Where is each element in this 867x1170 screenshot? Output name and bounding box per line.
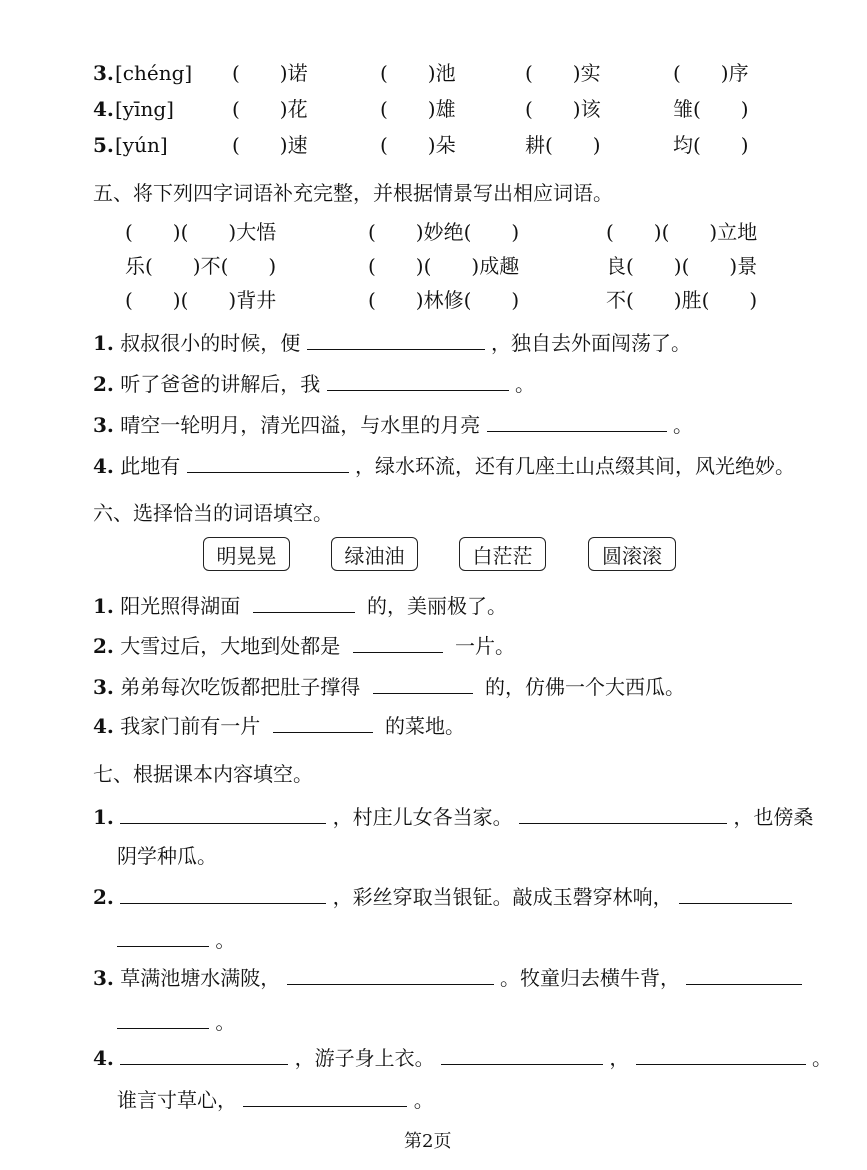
blank-item[interactable]: ( )朵 bbox=[380, 133, 456, 157]
item-number: 3. bbox=[93, 966, 114, 990]
poem-text: 。 bbox=[413, 1088, 434, 1112]
answer-blank[interactable] bbox=[287, 966, 494, 985]
idiom-blank[interactable]: 乐( )不( ) bbox=[125, 254, 277, 278]
sentence-text: 听了爸爸的讲解后，我 bbox=[120, 372, 321, 396]
fill-sentence bbox=[93, 454, 795, 476]
idiom-blank[interactable]: 不( )胜( ) bbox=[606, 288, 758, 312]
poem-text: ，彩丝穿取当银钲。敲成玉磬穿林响， bbox=[332, 885, 673, 909]
blank-item[interactable]: ( )速 bbox=[232, 133, 308, 157]
sentence-text: 一片。 bbox=[454, 634, 515, 658]
section-6-title: 六、选择恰当的词语填空。 bbox=[93, 501, 333, 525]
poem-fill-line bbox=[93, 1046, 832, 1068]
poem-text: ，游子身上衣。 bbox=[294, 1046, 435, 1070]
answer-blank[interactable] bbox=[120, 885, 326, 904]
page-number: 第2页 bbox=[404, 1131, 452, 1152]
sentence-text: 晴空一轮明月，清光四溢，与水里的月亮 bbox=[120, 413, 481, 437]
fill-sentence bbox=[93, 372, 535, 394]
answer-blank[interactable] bbox=[353, 634, 443, 653]
blank-item[interactable]: 雏( ) bbox=[673, 97, 749, 121]
fill-sentence bbox=[93, 594, 507, 616]
blank-item[interactable]: ( )雄 bbox=[380, 97, 456, 121]
fill-sentence bbox=[93, 413, 693, 435]
idiom-blank[interactable]: ( )妙绝( ) bbox=[368, 220, 520, 244]
idiom-blank[interactable]: ( )( )大悟 bbox=[125, 220, 277, 244]
answer-blank[interactable] bbox=[117, 928, 209, 947]
poem-fill-line bbox=[93, 805, 813, 827]
fill-sentence bbox=[93, 714, 465, 736]
word-choice-box[interactable]: 绿油油 bbox=[331, 537, 418, 571]
sentence-text: 。 bbox=[672, 413, 693, 437]
section-7-title: 七、根据课本内容填空。 bbox=[93, 762, 313, 786]
sentence-text: 阳光照得湖面 bbox=[120, 594, 241, 618]
fill-sentence bbox=[93, 634, 515, 656]
poem-text: 阴学种瓜。 bbox=[117, 844, 217, 868]
blank-item[interactable]: 耕( ) bbox=[525, 133, 601, 157]
poem-text: 。牧童归去横牛背， bbox=[499, 966, 680, 990]
item-number: 3. bbox=[93, 61, 114, 85]
sentence-text: 弟弟每次吃饭都把肚子撑得 bbox=[120, 675, 361, 699]
answer-blank[interactable] bbox=[120, 805, 326, 824]
idiom-blank[interactable]: ( )( )背井 bbox=[125, 288, 277, 312]
answer-blank[interactable] bbox=[441, 1046, 603, 1065]
sentence-text: 的菜地。 bbox=[384, 714, 465, 738]
item-number: 4. bbox=[93, 1046, 114, 1070]
poem-fill-line bbox=[93, 966, 802, 988]
idiom-blank[interactable]: 良( )( )景 bbox=[606, 254, 758, 278]
answer-blank[interactable] bbox=[679, 885, 792, 904]
answer-blank[interactable] bbox=[487, 413, 667, 432]
pinyin-label: [yún] bbox=[115, 133, 168, 157]
sentence-text: 此地有 bbox=[120, 454, 181, 478]
item-number: 1. bbox=[93, 594, 114, 618]
item-number: 2. bbox=[93, 372, 114, 396]
item-number: 1. bbox=[93, 805, 114, 829]
poem-text: 草满池塘水满陂， bbox=[120, 966, 281, 990]
poem-text: 。 bbox=[215, 928, 236, 952]
answer-blank[interactable] bbox=[519, 805, 727, 824]
poem-text: 。 bbox=[812, 1046, 833, 1070]
answer-blank[interactable] bbox=[327, 372, 509, 391]
sentence-text: ，绿水环流，还有几座土山点缀其间，风光绝妙。 bbox=[354, 454, 795, 478]
item-number: 1. bbox=[93, 331, 114, 355]
blank-item[interactable]: 均( ) bbox=[673, 133, 749, 157]
blank-item[interactable]: ( )诺 bbox=[232, 61, 308, 85]
answer-blank[interactable] bbox=[120, 1046, 288, 1065]
poem-text: ，也傍桑 bbox=[733, 805, 814, 829]
sentence-text: 的，美丽极了。 bbox=[366, 594, 507, 618]
poem-text: 谁言寸草心， bbox=[117, 1088, 237, 1112]
sentence-text: 。 bbox=[514, 372, 535, 396]
blank-item[interactable]: ( )该 bbox=[525, 97, 601, 121]
answer-blank[interactable] bbox=[117, 1010, 209, 1029]
poem-fill-line bbox=[117, 1010, 235, 1032]
answer-blank[interactable] bbox=[686, 966, 802, 985]
blank-item[interactable]: ( )花 bbox=[232, 97, 308, 121]
idiom-blank[interactable]: ( )( )成趣 bbox=[368, 254, 520, 278]
section-5-title: 五、将下列四字词语补充完整，并根据情景写出相应词语。 bbox=[93, 181, 613, 205]
item-number: 2. bbox=[93, 634, 114, 658]
item-number: 4. bbox=[93, 97, 114, 121]
answer-blank[interactable] bbox=[187, 454, 349, 473]
blank-item[interactable]: ( )实 bbox=[525, 61, 601, 85]
pinyin-label: [chéng] bbox=[115, 61, 193, 85]
poem-text: ， bbox=[609, 1046, 630, 1070]
item-number: 2. bbox=[93, 885, 114, 909]
poem-fill-line bbox=[117, 928, 235, 950]
answer-blank[interactable] bbox=[243, 1088, 407, 1107]
fill-sentence bbox=[93, 675, 685, 697]
word-choice-box[interactable]: 圆滚滚 bbox=[588, 537, 676, 571]
word-choice-box[interactable]: 白茫茫 bbox=[459, 537, 546, 571]
blank-item[interactable]: ( )序 bbox=[673, 61, 749, 85]
answer-blank[interactable] bbox=[373, 675, 473, 694]
answer-blank[interactable] bbox=[273, 714, 373, 733]
word-choice-box[interactable]: 明晃晃 bbox=[203, 537, 290, 571]
pinyin-label: [yīng] bbox=[115, 97, 174, 121]
sentence-text: 大雪过后，大地到处都是 bbox=[120, 634, 341, 658]
blank-item[interactable]: ( )池 bbox=[380, 61, 456, 85]
item-number: 3. bbox=[93, 675, 114, 699]
item-number: 4. bbox=[93, 714, 114, 738]
sentence-text: 的，仿佛一个大西瓜。 bbox=[484, 675, 685, 699]
answer-blank[interactable] bbox=[307, 331, 485, 350]
answer-blank[interactable] bbox=[253, 594, 355, 613]
item-number: 5. bbox=[93, 133, 114, 157]
answer-blank[interactable] bbox=[636, 1046, 806, 1065]
item-number: 3. bbox=[93, 413, 114, 437]
item-number: 4. bbox=[93, 454, 114, 478]
sentence-text: 我家门前有一片 bbox=[120, 714, 261, 738]
sentence-text: 叔叔很小的时候，便 bbox=[120, 331, 301, 355]
idiom-blank[interactable]: ( )( )立地 bbox=[606, 220, 758, 244]
poem-text: 。 bbox=[215, 1010, 236, 1034]
idiom-blank[interactable]: ( )林修( ) bbox=[368, 288, 520, 312]
poem-text: ，村庄儿女各当家。 bbox=[332, 805, 513, 829]
fill-sentence bbox=[93, 331, 691, 353]
poem-fill-line bbox=[117, 1088, 434, 1110]
poem-fill-line bbox=[93, 885, 792, 907]
sentence-text: ，独自去外面闯荡了。 bbox=[490, 331, 691, 355]
